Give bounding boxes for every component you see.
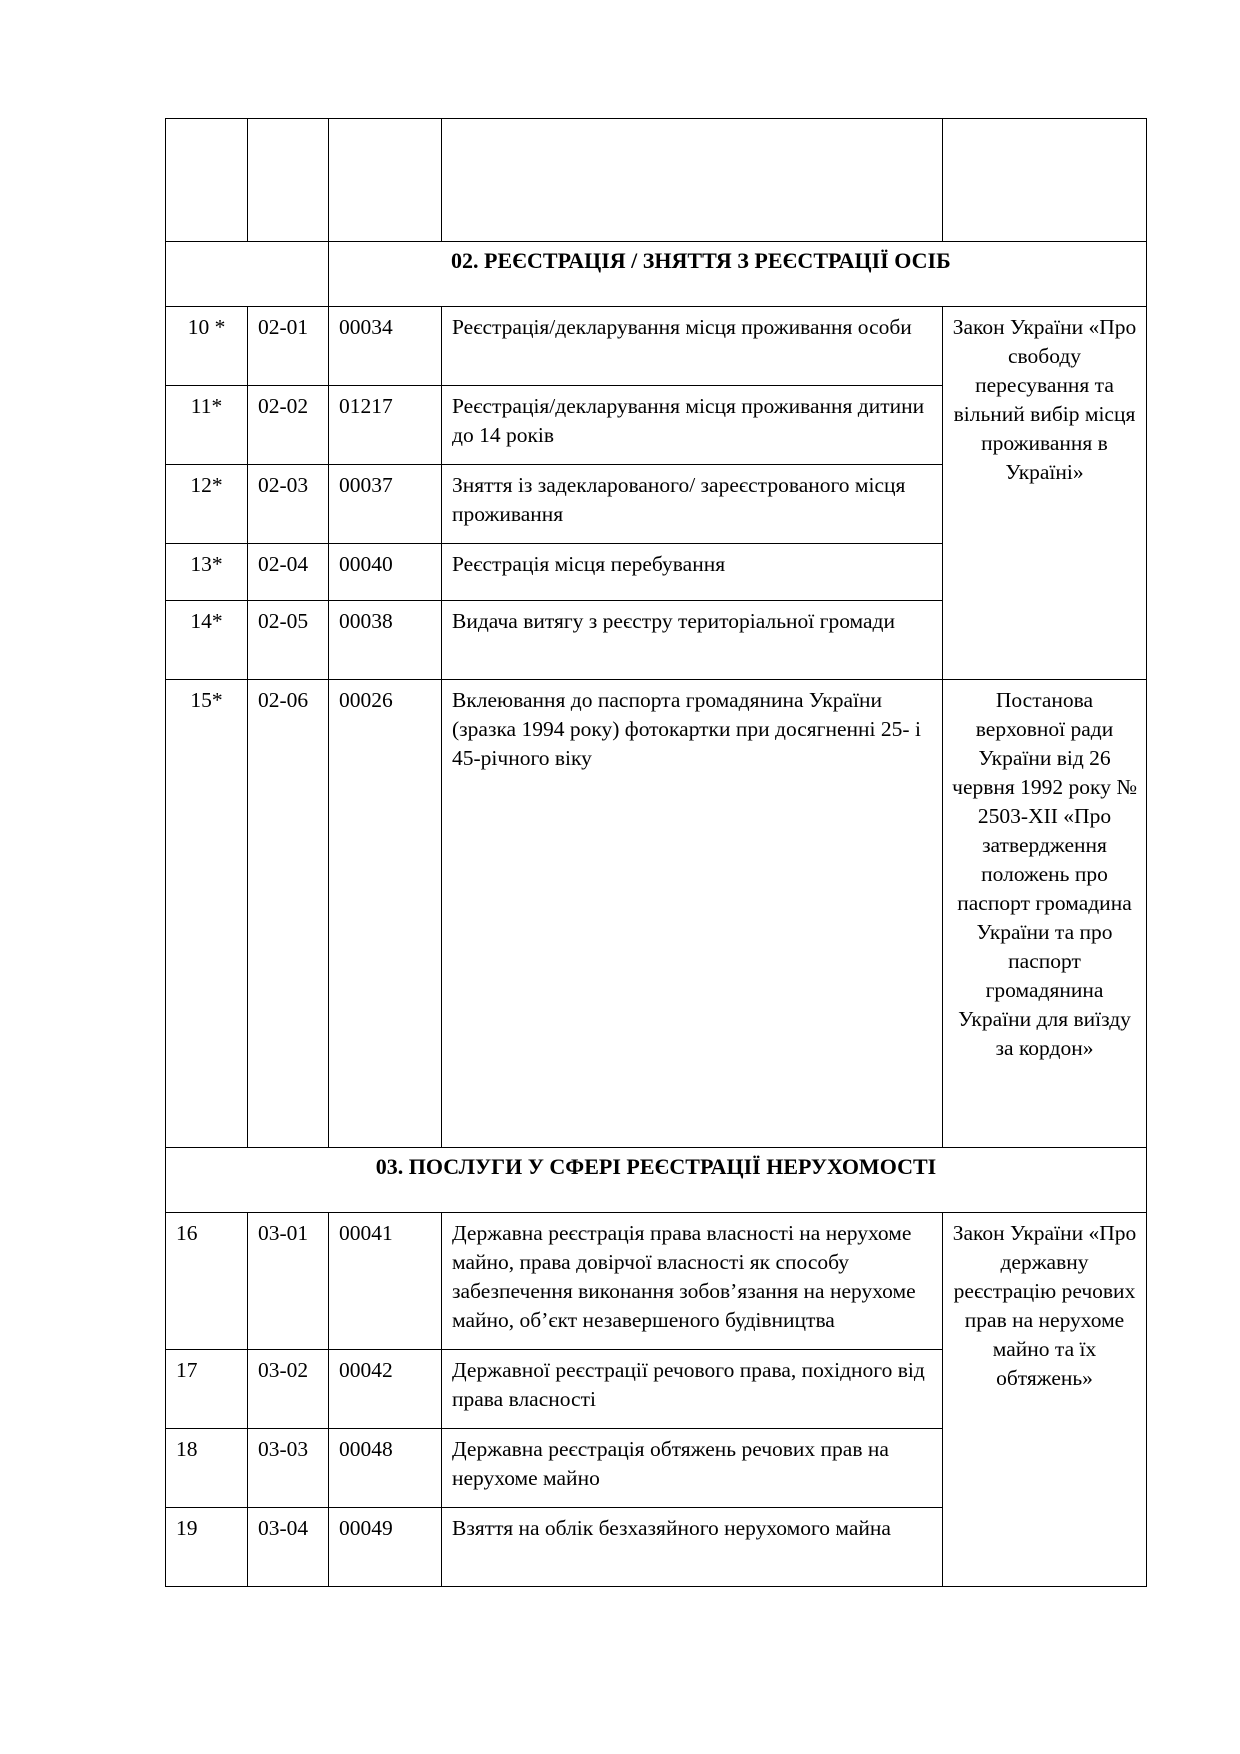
empty-cell: [166, 119, 248, 242]
row-id: 00049: [329, 1508, 442, 1587]
row-number: 19: [166, 1508, 248, 1587]
table-row: [166, 1213, 1147, 1350]
row-code: 02-06: [248, 680, 329, 1148]
row-service: Зняття із задекларованого/ зареєстрованого місця проживання: [442, 465, 943, 544]
section-title: 02. РЕЄСТРАЦІЯ / ЗНЯТТЯ З РЕЄСТРАЦІЇ ОСІБ: [329, 242, 1147, 307]
empty-cell: [943, 119, 1147, 242]
row-id: 00040: [329, 544, 442, 601]
law-cell: Постанова верховної ради України від 26 червня 1992 року № 2503-XII «Про затвердження положень про паспорт громадина України та про паспорт громадянина України для виїзду за кордон»: [943, 680, 1147, 1148]
table-row: [166, 680, 1147, 1148]
row-service: Видача витягу з реєстру територіальної громади: [442, 601, 943, 680]
row-service: Державної реєстрації речового права, похідного від права власності: [442, 1350, 943, 1429]
law-cell: Закон України «Про державну реєстрацію речових прав на нерухоме майно та їх обтяжень»: [943, 1213, 1147, 1587]
row-number: 10 *: [166, 307, 248, 386]
row-id: 00034: [329, 307, 442, 386]
section-row: [166, 242, 1147, 307]
row-id: 00048: [329, 1429, 442, 1508]
row-id: 00041: [329, 1213, 442, 1350]
empty-cell: [248, 119, 329, 242]
row-service: Реєстрація/декларування місця проживання дитини до 14 років: [442, 386, 943, 465]
row-service: Вклеювання до паспорта громадянина України (зразка 1994 року) фотокартки при досягненні 25- і 45-річного віку: [442, 680, 943, 1148]
row-code: 03-01: [248, 1213, 329, 1350]
row-id: 00037: [329, 465, 442, 544]
table-row: [166, 307, 1147, 386]
section-title: 03. ПОСЛУГИ У СФЕРІ РЕЄСТРАЦІЇ НЕРУХОМОСТІ: [166, 1148, 1147, 1213]
row-id: 00038: [329, 601, 442, 680]
row-service: Державна реєстрація права власності на нерухоме майно, права довірчої власності як способу забезпечення виконання зобов’язання на нерухоме майно, об’єкт незавершеного будівництва: [442, 1213, 943, 1350]
row-code: 02-04: [248, 544, 329, 601]
row-number: 12*: [166, 465, 248, 544]
row-number: 15*: [166, 680, 248, 1148]
services-table: [165, 118, 1147, 1587]
row-number: 17: [166, 1350, 248, 1429]
row-number: 11*: [166, 386, 248, 465]
row-number: 16: [166, 1213, 248, 1350]
row-code: 02-03: [248, 465, 329, 544]
section-row: [166, 1148, 1147, 1213]
row-code: 02-05: [248, 601, 329, 680]
empty-row: [166, 119, 1147, 242]
law-cell: Закон України «Про свободу пересування та вільний вибір місця проживання в Україні»: [943, 307, 1147, 680]
row-code: 02-01: [248, 307, 329, 386]
row-number: 18: [166, 1429, 248, 1508]
row-service: Взяття на облік безхазяйного нерухомого майна: [442, 1508, 943, 1587]
row-number: 14*: [166, 601, 248, 680]
row-code: 02-02: [248, 386, 329, 465]
row-code: 03-02: [248, 1350, 329, 1429]
row-service: Державна реєстрація обтяжень речових прав на нерухоме майно: [442, 1429, 943, 1508]
row-id: 00026: [329, 680, 442, 1148]
row-number: 13*: [166, 544, 248, 601]
row-id: 00042: [329, 1350, 442, 1429]
empty-cell: [442, 119, 943, 242]
row-id: 01217: [329, 386, 442, 465]
row-code: 03-03: [248, 1429, 329, 1508]
row-code: 03-04: [248, 1508, 329, 1587]
row-service: Реєстрація/декларування місця проживання особи: [442, 307, 943, 386]
section-blank-cell: [166, 242, 329, 307]
empty-cell: [329, 119, 442, 242]
row-service: Реєстрація місця перебування: [442, 544, 943, 601]
